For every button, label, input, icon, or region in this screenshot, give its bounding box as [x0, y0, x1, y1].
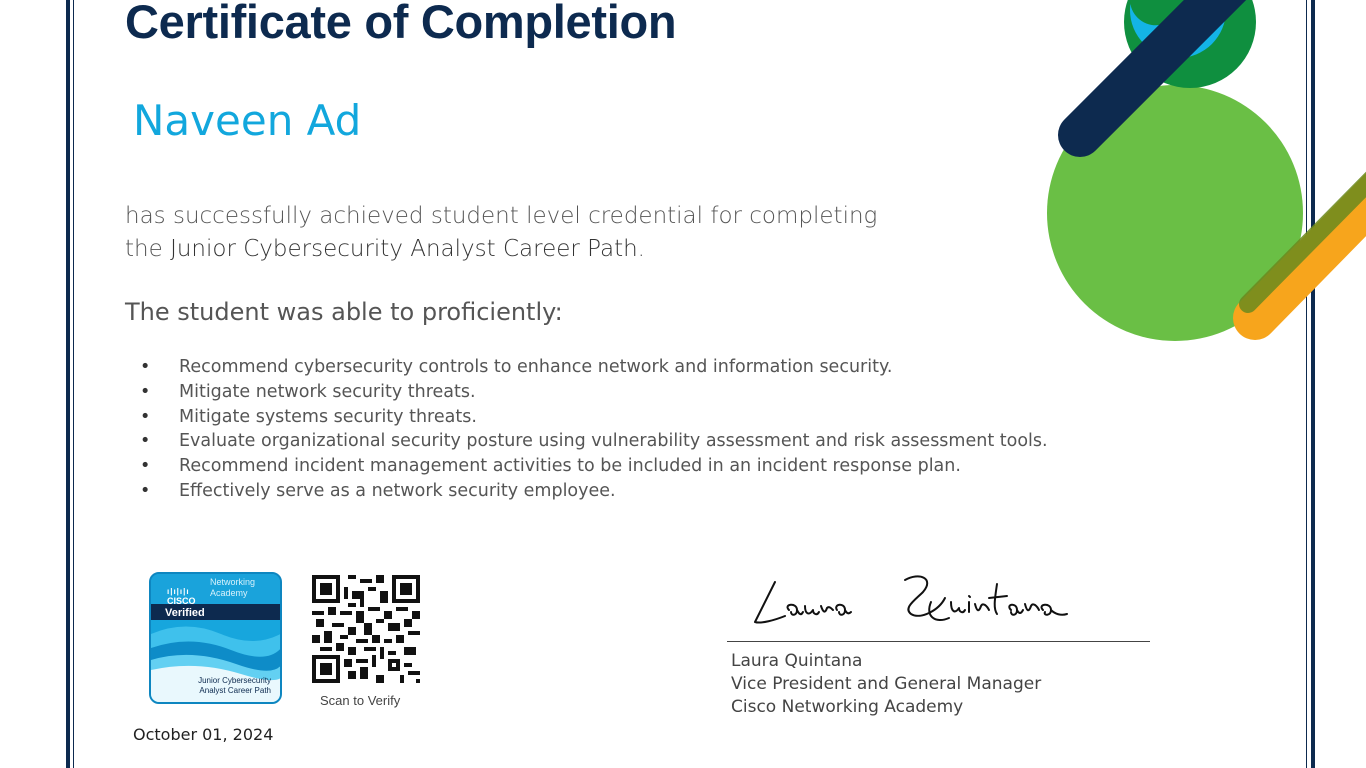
badge-course-line-1: Junior Cybersecurity [198, 676, 271, 685]
signatory-name: Laura Quintana [731, 651, 863, 671]
decorative-shapes [1020, 0, 1366, 350]
badge-brand: CISCO [167, 596, 196, 606]
completion-date: October 01, 2024 [133, 725, 274, 744]
skills-list [140, 355, 1048, 504]
left-border-thin [73, 0, 74, 768]
skill-item: • Mitigate systems security threats. [140, 405, 1048, 430]
signature-line [727, 641, 1150, 642]
achievement-statement [125, 200, 1025, 266]
badge-academy-label: Networking Academy [210, 577, 256, 598]
recipient-name: Naveen Ad [133, 96, 362, 145]
badge-course-line-2: Analyst Career Path [199, 686, 271, 695]
skill-item: • Evaluate organizational security posture using vulnerability assessment and risk assessment tools. [140, 429, 1048, 454]
achievement-line-2 [125, 233, 1025, 266]
badge-course-label [161, 676, 271, 696]
signatory-block [731, 650, 1041, 719]
signature-image [745, 568, 1085, 638]
qr-code[interactable] [312, 575, 420, 683]
verified-badge[interactable] [149, 572, 282, 704]
badge-cisco-logo [167, 588, 196, 606]
signatory-organization: Cisco Networking Academy [731, 697, 964, 717]
course-name: Junior Cybersecurity Analyst Career Path [170, 236, 638, 262]
achievement-prefix: the [125, 236, 171, 262]
skill-item: • Recommend cybersecurity controls to enhance network and information security. [140, 355, 1048, 380]
signatory-title: Vice President and General Manager [731, 674, 1042, 694]
badge-verified-label: Verified [165, 607, 205, 619]
skill-item: • Effectively serve as a network security employee. [140, 479, 1048, 504]
proficient-intro: The student was able to proficiently: [125, 298, 563, 326]
cisco-bars-icon: ı|ı|ı|ı [167, 587, 190, 596]
left-border-thick [66, 0, 70, 768]
certificate-title: Certificate of Completion [125, 0, 677, 48]
achievement-suffix: . [637, 236, 645, 262]
skill-item: • Recommend incident management activities to be included in an incident response plan. [140, 454, 1048, 479]
skill-item: • Mitigate network security threats. [140, 380, 1048, 405]
achievement-line-1: has successfully achieved student level credential for completing [125, 203, 878, 229]
scan-to-verify-caption: Scan to Verify [320, 693, 401, 708]
